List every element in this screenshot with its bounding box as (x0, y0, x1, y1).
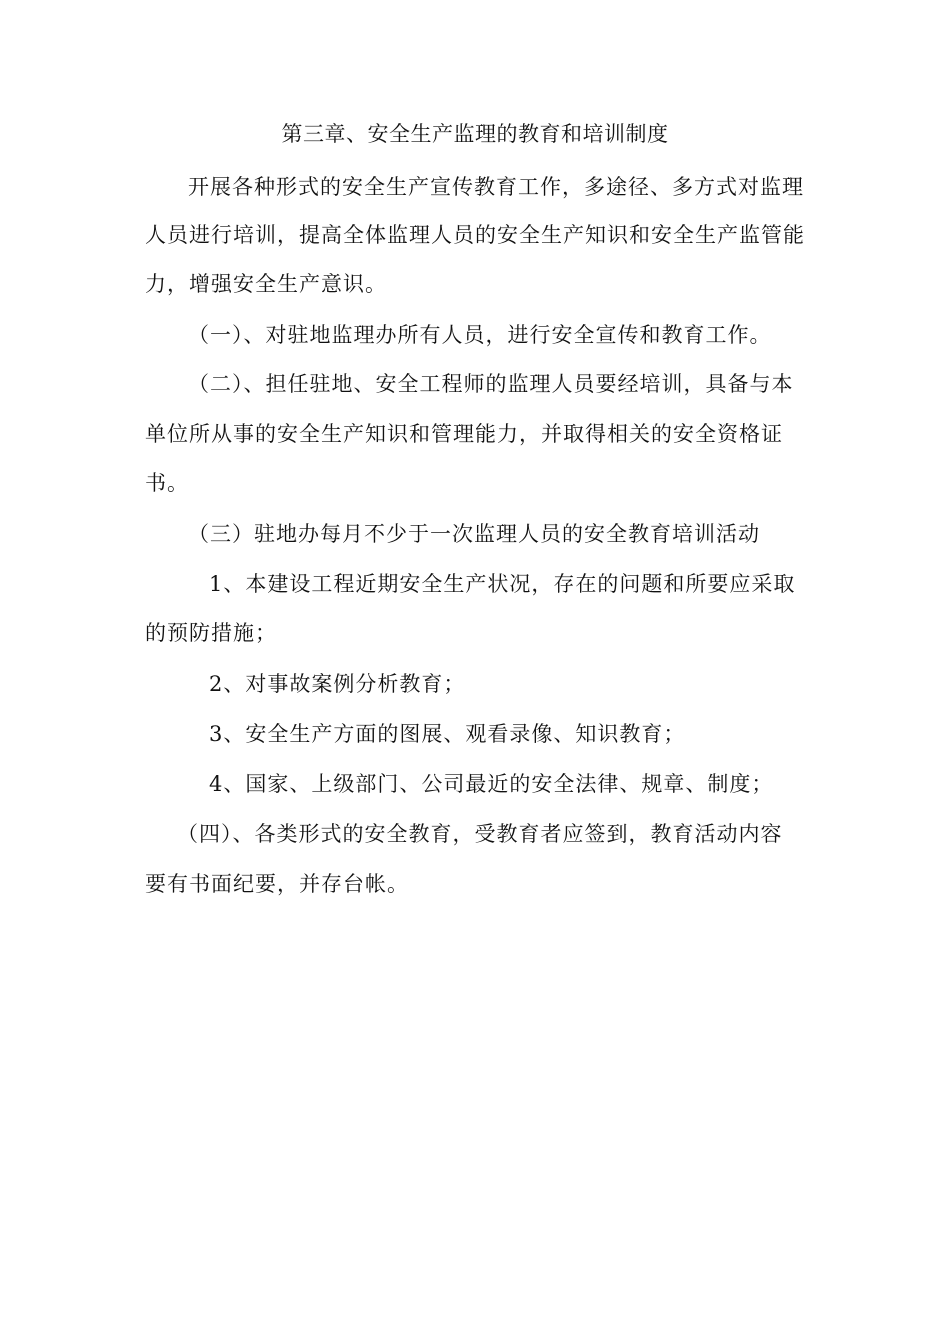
paragraph-line: 1、本建设工程近期安全生产状况，存在的问题和所要应采取 (209, 572, 796, 596)
paragraph-line: 开展各种形式的安全生产宣传教育工作，多途径、多方式对监理 (188, 175, 804, 199)
chapter-title: 第三章、安全生产监理的教育和培训制度 (281, 122, 669, 146)
paragraph-line: 单位所从事的安全生产知识和管理能力，并取得相关的安全资格证 (145, 422, 783, 446)
paragraph-line: 3、安全生产方面的图展、观看录像、知识教育； (209, 722, 686, 746)
paragraph-line: （一）、对驻地监理办所有人员，进行安全宣传和教育工作。 (188, 323, 772, 347)
paragraph-line: 书。 (145, 471, 189, 495)
paragraph-line: 2、对事故案例分析教育； (209, 672, 466, 696)
paragraph-line: 要有书面纪要，并存台帐。 (145, 872, 409, 896)
paragraph-line: 人员进行培训，提高全体监理人员的安全生产知识和安全生产监管能 (145, 223, 805, 247)
paragraph-line: （二）、担任驻地、安全工程师的监理人员要经培训，具备与本 (188, 372, 794, 396)
paragraph-line: 力，增强安全生产意识。 (145, 272, 387, 296)
paragraph-line: 的预防措施； (145, 621, 277, 645)
paragraph-line: （四）、各类形式的安全教育，受教育者应签到，教育活动内容 (177, 822, 783, 846)
paragraph-line: （三）驻地办每月不少于一次监理人员的安全教育培训活动 (188, 522, 760, 546)
paragraph-line: 4、国家、上级部门、公司最近的安全法律、规章、制度； (209, 772, 774, 796)
